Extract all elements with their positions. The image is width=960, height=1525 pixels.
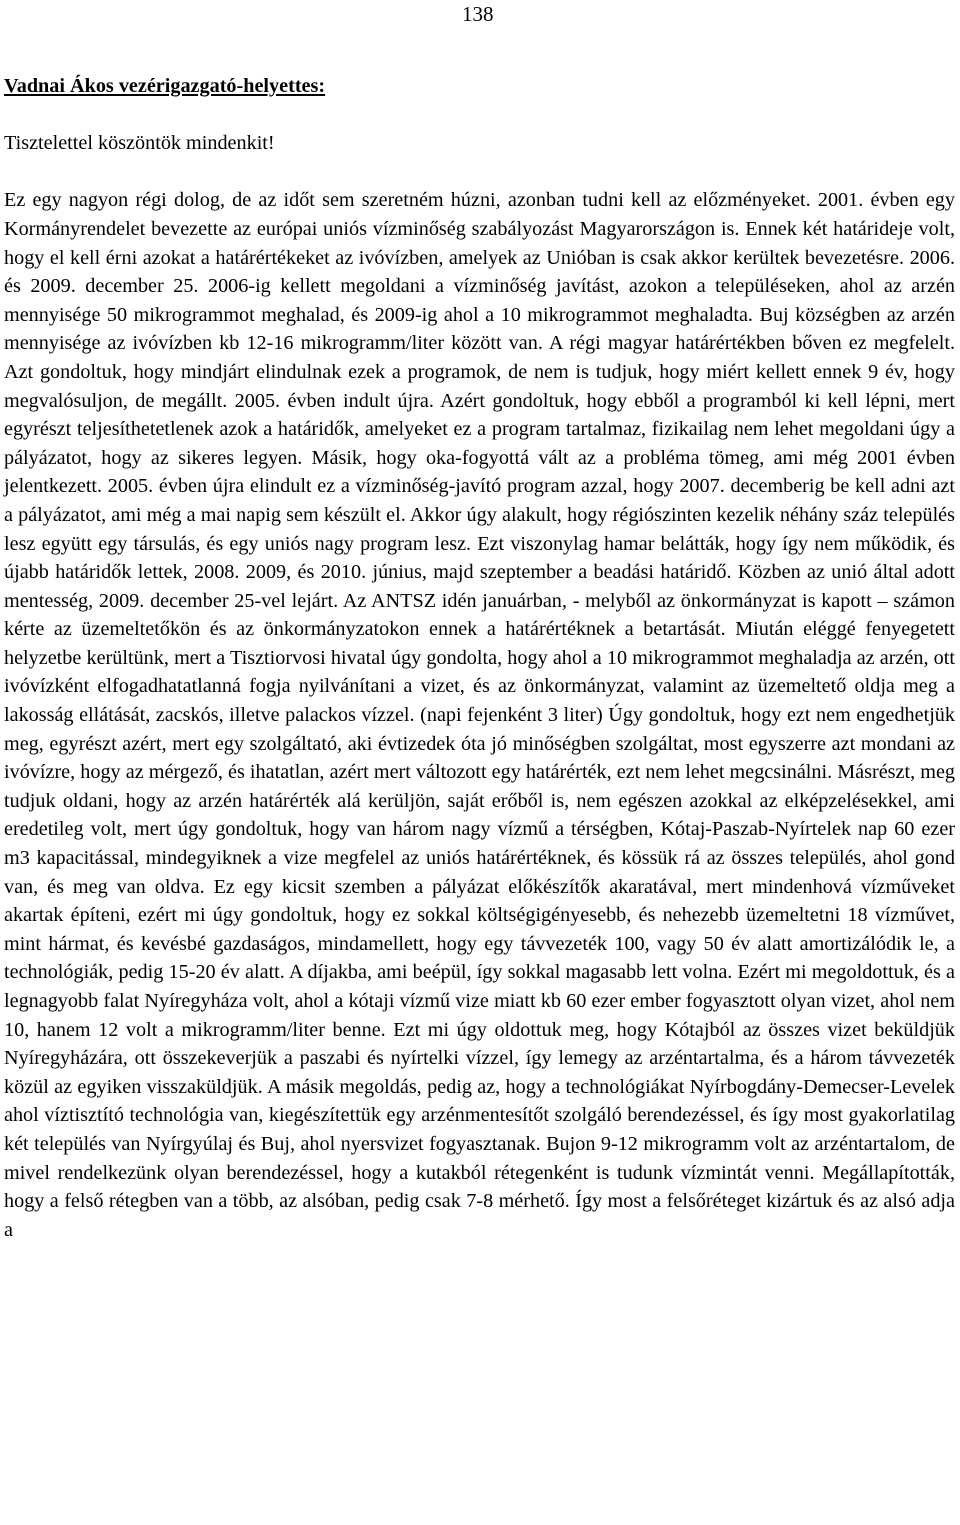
greeting-line: Tisztelettel köszöntök mindenkit!: [4, 132, 275, 155]
document-body: [4, 72, 955, 1244]
page-number: 138: [462, 2, 494, 26]
body-paragraph: Ez egy nagyon régi dolog, de az időt sem szeretném húzni, azonban tudni kell az előzményeket. 2001. évben egy Kormányrendelet bevezette az európai uniós vízminőség szabályozást Magyarországon is. Ennek két határideje volt, hogy el kell érni azokat a határértékeket az ivóvízben, amelyek az Unióban is csak akkor kerültek bevezetésre. 2006. és 2009. december 25. 2006-ig kellett megoldani a vízminőség javítást, azokon a településeken, ahol az arzén mennyisége 50 mikrogrammot meghalad, és 2009-ig ahol a 10 mikrogrammot meghaladta. Buj községben az arzén mennyisége az ivóvízben kb 12-16 mikrogramm/liter között van. A régi magyar határértékben bőven ez megfelelt. Azt gondoltuk, hogy mindjárt elindulnak ezek a programok, de nem is tudjuk, hogy miért kellett ennek 9 év, hogy megvalósuljon, de megállt. 2005. évben indult újra. Azért gondoltuk, hogy ebből a programból ki kell lépni, mert egyrészt teljesíthetetlenek azok a határidők, amelyeket ez a program tartalmaz, fizikailag nem lehet megoldani úgy a pályázatot, hogy az sikeres legyen. Másik, hogy oka-fogyottá vált az a probléma tömeg, ami még 2001 évben jelentkezett. 2005. évben újra elindult ez a vízminőség-javító program azzal, hogy 2007. decemberig be kell adni azt a pályázatot, ami még a mai napig sem készült el. Akkor úgy alakult, hogy régiószinten kezelik néhány száz település lesz együtt egy társulás, és egy uniós nagy program lesz. Ezt viszonylag hamar belátták, hogy így nem működik, és újabb határidők lettek, 2008. 2009, és 2010. június, majd szeptember a beadási határidő. Közben az unió által adott mentesség, 2009. december 25-vel lejárt. Az ANTSZ idén januárban, - melyből az önkormányzat is kapott – számon kérte az üzemeltetőkön és az önkormányzatokon ennek a határértéknek a betartását. Miután eléggé fenyegetett helyzetbe kerültünk, mert a Tisztiorvosi hivatal úgy gondolta, hogy ahol a 10 mikrogrammot meghaladja az arzén, ott ivóvízként elfogadhatatlanná fogja nyilvánítani a vizet, és az önkormányzat, valamint az üzemeltető oldja meg a lakosság ellátását, zacskós, illetve palackos vízzel. (napi fejenként 3 liter) Úgy gondoltuk, hogy ezt nem engedhetjük meg, egyrészt azért, mert egy szolgáltató, aki évtizedek óta jó minőségben szolgáltat, most egyszerre azt mondani az ivóvízre, hogy az mérgező, és ihatatlan, azért mert változott egy határérték, ezt nem lehet megcsinálni. Másrészt, meg tudjuk oldani, hogy az arzén határérték alá kerüljön, saját erőből is, nem egészen azokkal az elképzelésekkel, ami eredetileg volt, mert úgy gondoltuk, hogy van három nagy vízmű a térségben, Kótaj-Paszab-Nyírtelek nap 60 ezer m3 kapacitással, mindegyiknek a vize megfelel az uniós határértéknek, és kössük rá az összes település, ahol gond van, és meg van oldva. Ez egy kicsit szemben a pályázat előkészítők akaratával, mert mindenhová vízműveket akartak építeni, ezért mi úgy gondoltuk, hogy ez sokkal költségigényesebb, és nehezebb üzemeltetni 18 vízművet, mint hármat, és kevésbé gazdaságos, mindamellett, hogy egy távvezeték 100, vagy 50 év alatt amortizálódik le, a technológiák, pedig 15-20 év alatt. A díjakba, ami beépül, így sokkal magasabb lett volna. Ezért mi megoldottuk, és a legnagyobb falat Nyíregyháza volt, ahol a kótaji vízmű vize miatt kb 60 ezer ember fogyasztott olyan vizet, ahol nem 10, hanem 12 volt a mikrogramm/liter benne. Ezt mi úgy oldottuk meg, hogy Kótajból az összes vizet beküldjük Nyíregyházára, ott összekeverjük a paszabi és nyírtelki vízzel, így lemegy az arzéntartalma, és a három távvezeték közül az egyiken visszaküldjük. A másik megoldás, pedig az, hogy a technológiákat Nyírbogdány-Demecser-Levelek ahol víztisztító technológia van, kiegészítettük egy arzénmentesítőt szolgáló berendezéssel, és így most gyakorlatilag két település van Nyírgyúlaj és Buj, ahol nyersvizet fogyasztanak. Bujon 9-12 mikrogramm volt az arzéntartalom, de mivel rendelkezünk olyan berendezéssel, hogy a kutakból rétegenként is tudunk vízmintát venni. Megállapították, hogy a felső rétegben van a több, az alsóban, pedig csak 7-8 mérhető. Így most a felsőréteget kizártuk és az alsó adja a: [4, 189, 955, 1241]
speaker-heading: Vadnai Ákos vezérigazgató-helyettes:: [4, 75, 326, 97]
